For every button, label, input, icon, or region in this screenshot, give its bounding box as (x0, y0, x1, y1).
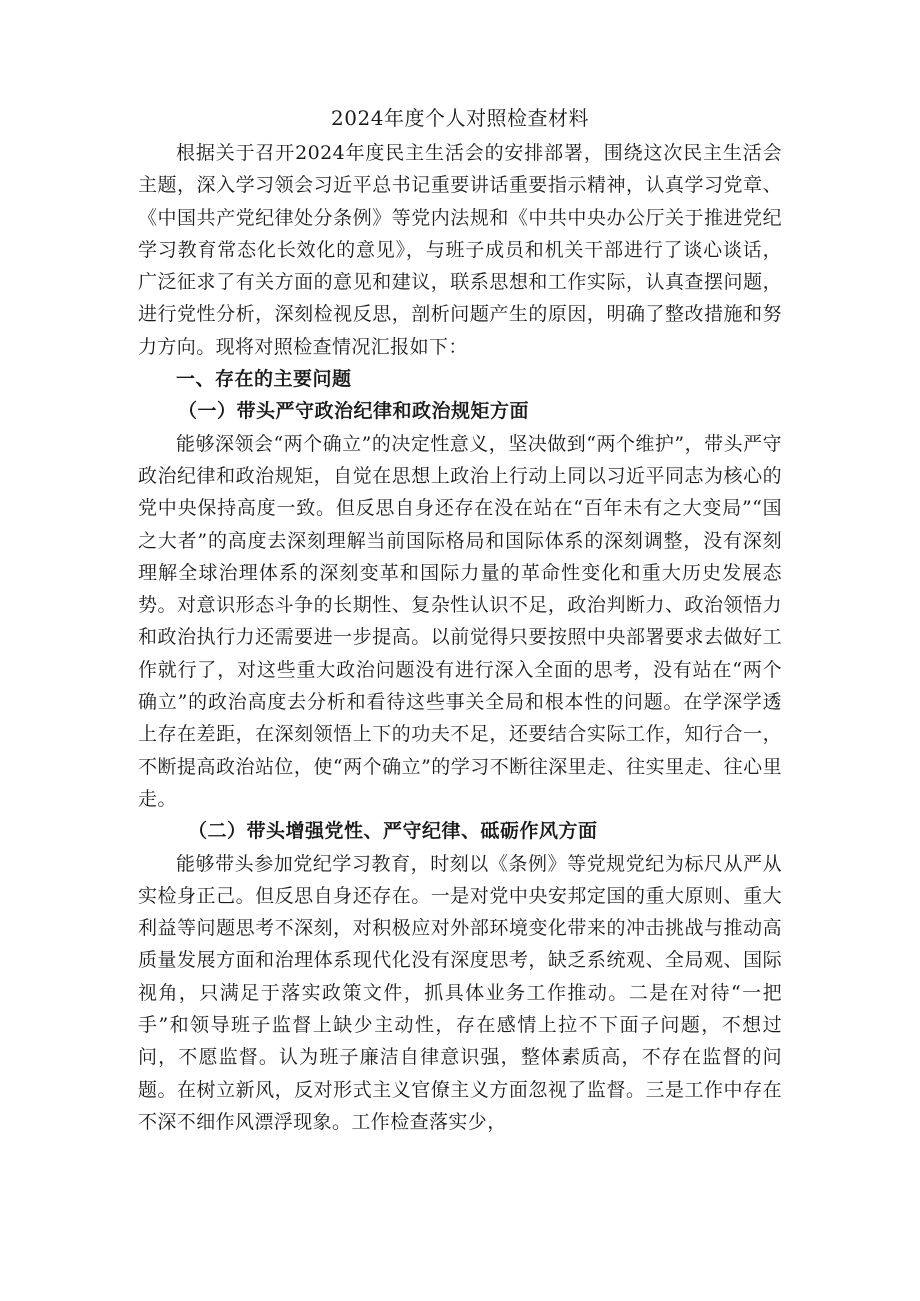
political-discipline-paragraph: 能够深领会“两个确立”的决定性意义，坚决做到“两个维护”，带头严守政治纪律和政治规矩，自觉在思想上政治上行动上同以习近平同志为核心的党中央保持高度一致。但反思自身还存在没在站在“百年未有之大变局”“国之大者”的高度去深刻理解当前国际格局和国际体系的深刻调整，没有深刻理解全球治理体系的深刻变革和国际力量的革命性变化和重大历史发展态势。对意识形态斗争的长期性、复杂性认识不足，政治判断力、政治领悟力和政治执行力还需要进一步提高。以前觉得只要按照中央部署要求去做好工作就行了，对这些重大政治问题没有进行深入全面的思考，没有站在“两个确立”的政治高度去分析和看待这些事关全局和根本性的问题。在学深学透上存在差距，在深刻领悟上下的功夫不足，还要结合实际工作，知行合一，不断提高政治站位，使“两个确立”的学习不断往深里走、往实里走、往心里走。 (138, 432, 782, 810)
document-page (138, 101, 782, 1138)
party-spirit-paragraph: 能够带头参加党纪学习教育，时刻以《条例》等党规党纪为标尺从严从实检身正己。但反思自身还存在。一是对党中央安邦定国的重大原则、重大利益等问题思考不深刻，对积极应对外部环境变化带来的冲击挑战与推动高质量发展方面和治理体系现代化没有深度思考，缺乏系统观、全局观、国际视角，只满足于落实政策文件，抓具体业务工作推动。二是在对待“一把手”和领导班子监督上缺少主动性，存在感情上拉不下面子问题，不想过问，不愿监督。认为班子廉洁自律意识强，整体素质高，不存在监督的问题。在树立新风，反对形式主义官僚主义方面忽视了监督。三是工作中存在不深不细作风漂浮现象。工作检查落实少， (138, 852, 782, 1133)
intro-paragraph: 根据关于召开2024年度民主生活会的安排部署，围绕这次民主生活会主题，深入学习领会习近平总书记重要讲话重要指示精神，认真学习党章、《中国共产党纪律处分条例》等党内法规和《中共中央办公厅关于推进党纪学习教育常态化长效化的意见》，与班子成员和机关干部进行了谈心谈话，广泛征求了有关方面的意见和建议，联系思想和工作实际，认真查摆问题，进行党性分析，深刻检视反思，剖析问题产生的原因，明确了整改措施和努力方向。现将对照检查情况汇报如下： (138, 142, 782, 358)
subsection-heading-party-spirit: （二）带头增强党性、严守纪律、砥砺作风方面 (188, 820, 598, 843)
subsection-heading-political-discipline: （一）带头严守政治纪律和政治规矩方面 (178, 400, 530, 423)
document-title: 2024年度个人对照检查材料 (331, 106, 589, 130)
section-heading-main-problems: 一、存在的主要问题 (176, 368, 352, 391)
